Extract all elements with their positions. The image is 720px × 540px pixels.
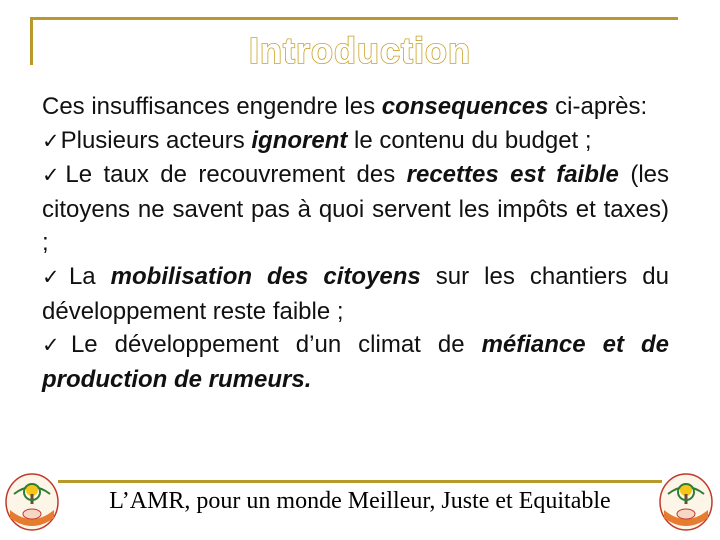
bullet-item: [42, 260, 669, 328]
bullet-item: [42, 158, 669, 260]
slide-title: Introduction: [249, 30, 471, 71]
intro-text-2: ci-après:: [548, 93, 648, 120]
check-icon: ✓: [42, 163, 65, 188]
bullet-text: La: [68, 262, 111, 290]
bullet-text: Le taux de recouvrement des: [65, 161, 407, 189]
intro-emphasis: consequences: [381, 93, 549, 120]
slide-body: [42, 90, 669, 396]
bullet-emphasis: mobilisation des citoyens: [110, 262, 421, 290]
bullet-item: [42, 328, 669, 396]
bullet-emphasis: recettes est faible: [406, 161, 619, 189]
check-icon: ✓: [42, 333, 70, 358]
bullet-text: le contenu du budget ;: [347, 126, 592, 154]
bullet-text: Le développement d’un climat de: [70, 331, 482, 359]
amr-logo-icon: [658, 468, 714, 532]
bullet-item: [42, 124, 669, 159]
amr-logo-icon: [4, 468, 60, 532]
bullet-text: sur les chantiers du développement reste faible ;: [42, 262, 669, 325]
intro-paragraph: [42, 90, 669, 124]
bullet-emphasis: méfiance et de production de rumeurs.: [42, 331, 669, 393]
intro-text-1: Ces insuffisances engendre les: [42, 93, 382, 120]
check-icon: ✓: [42, 128, 60, 153]
bullet-text: (les citoyens ne savent pas à quoi servent les impôts et taxes) ;: [42, 161, 669, 257]
footer-slogan: L’AMR, pour un monde Meilleur, Juste et Equitable: [109, 488, 611, 514]
check-icon: ✓: [42, 264, 68, 289]
bullet-emphasis: ignorent: [251, 126, 348, 154]
frame-top-line: [30, 17, 678, 20]
bullet-text: Plusieurs acteurs: [60, 126, 252, 154]
footer-divider: [58, 480, 662, 483]
